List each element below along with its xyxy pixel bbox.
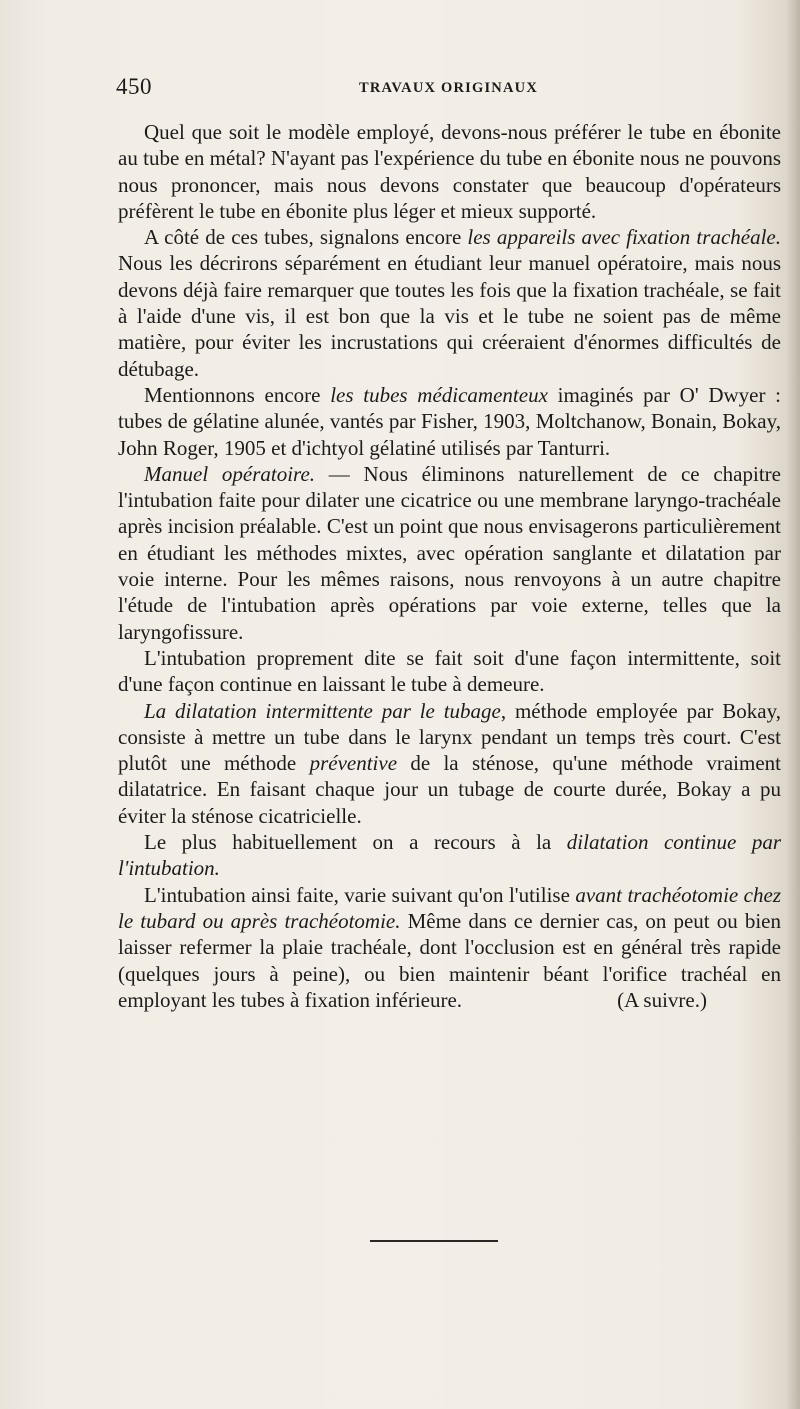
text-run: Mentionnons encore [144,382,331,407]
text-run: imaginés par O' Dwyer : tubes de gélatine alunée, vantés par Fisher, 1903, Moltchanow, Bonain, Bokay, John Roger, 1905 et d'ichtyol gélatiné utilisés par Tanturri. [118,382,782,460]
page-number: 450 [116,74,152,99]
italic-text: préventive [309,751,398,776]
paragraph [118,382,781,461]
text-run: de la sténose, qu'une méthode vraiment dilatatrice. En faisant chaque jour un tubage de courte durée, Bokay a pu éviter la sténose cicatricielle. [118,751,781,828]
text-run: , méthode employée par Bokay, consiste à mettre un tube dans le larynx pendant un temps très court. C'est plutôt une méthode [118,698,781,776]
italic-text: les tubes médicamenteux [330,382,548,407]
paragraph [118,224,781,382]
paragraph [118,829,781,882]
text-run: A côté de ces tubes, signalons encore [144,225,468,250]
text-run: Nous les décrirons séparément en étudiant leur manuel opératoire, mais nous devons déjà faire remarquer que toutes les fois que la fixation trachéale, se fait à l'aide d'une vis, il est bon que la vis et le tube ne soient pas de même matière, pour éviter les incrustations qui créeraient d'énormes difficultés de détubage. [118,251,781,381]
end-rule [370,1240,498,1242]
text-run: Quel que soit le modèle employé, devons-nous préférer le tube en ébonite au tube en métal? N'ayant pas l'expérience du tube en ébonite nous ne pouvons nous prononcer, mais nous devons constater que beaucoup d'opérateurs préfèrent le tube en ébonite plus léger et mieux supporté. [118,120,781,223]
text-run: — Nous éliminons naturellement de ce chapitre l'intubation faite pour dilater une cicatrice ou une membrane laryngo-trachéale après incision préalable. C'est un point que nous envisagerons particulièrement en étudiant les méthodes mixtes, avec opération sanglante et dilatation par voie interne. Pour les mêmes raisons, nous renvoyons à un autre chapitre l'étude de l'intubation après opérations par voie externe, telles que la laryngofissure. [118,461,781,644]
text-run: L'intubation ainsi faite, varie suivant qu'on l'utilise [144,882,576,907]
page-header [116,74,782,104]
paragraph [118,698,781,829]
italic-text: Manuel opératoire. [144,461,316,486]
paragraph [118,119,781,224]
paragraph [118,882,781,1013]
running-title: TRAVAUX ORIGINAUX [359,80,538,96]
paragraph [118,461,781,645]
italic-text: La dilatation intermittente par le tubage [144,698,501,723]
text-run: Même dans ce dernier cas, on peut ou bien laisser refermer la plaie trachéale, dont l'occlusion est en général très rapide (quelques jours à peine), ou bien maintenir béant l'orifice trachéal en employant les tubes à fixation inférieure. [118,908,781,1012]
paragraph [118,645,781,698]
italic-text: dilatation continue par l'intubation. [118,830,781,881]
body-text [118,119,781,1013]
page-edge-shadow [786,0,800,1409]
text-run: L'intubation proprement dite se fait soit d'une façon intermittente, soit d'une façon continue en laissant le tube à demeure. [118,645,781,697]
text-run: Le plus habituellement on a recours à la [144,830,567,855]
italic-text: les appareils avec fixation trachéale. [467,225,781,250]
italic-text: avant trachéotomie chez le tubard ou après trachéotomie. [118,882,781,933]
to-be-continued: (A suivre.) [617,987,707,1012]
